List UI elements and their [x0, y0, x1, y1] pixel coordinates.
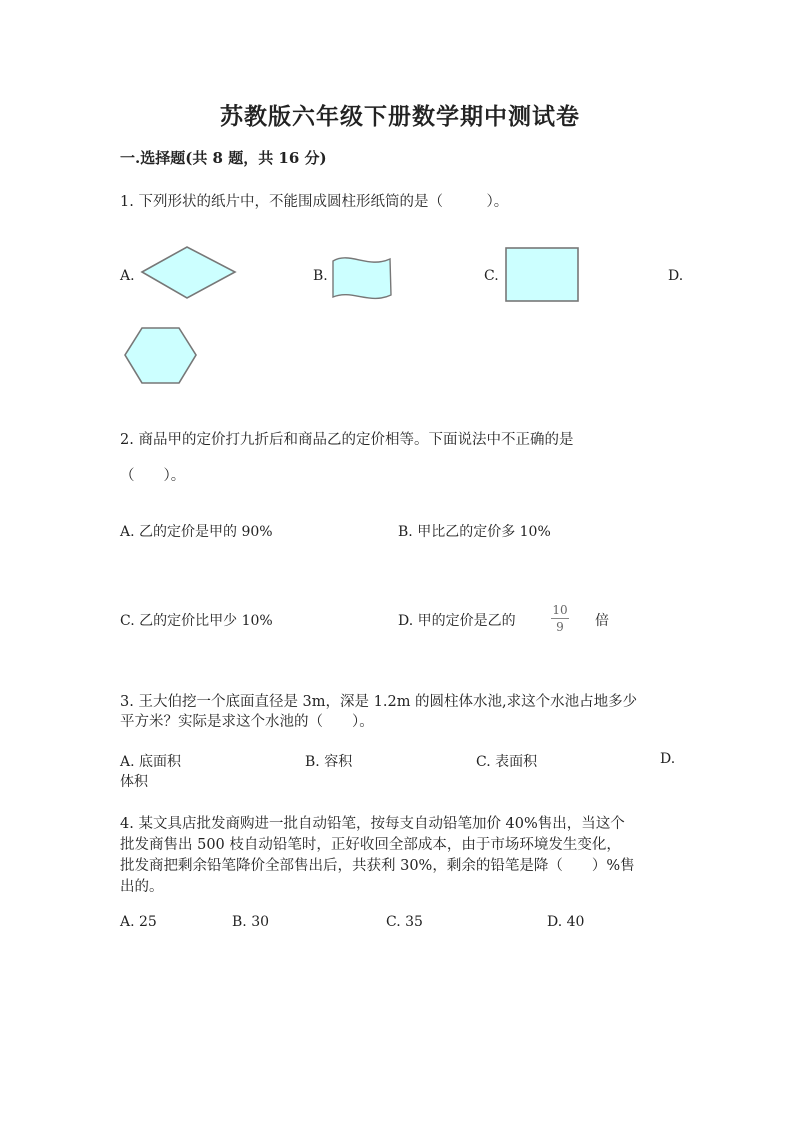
q4-option-b: B. 30	[232, 914, 270, 930]
q3-option-a: A. 底面积	[120, 754, 182, 770]
question-3-text-line1: 3. 王大伯挖一个底面直径是 3m，深是 1.2m 的圆柱体水池,求这个水池占地多少	[120, 694, 638, 710]
q3-option-b: B. 容积	[305, 754, 353, 770]
q2-option-a: A. 乙的定价是甲的 90%	[120, 524, 273, 540]
rectangle-shape	[504, 246, 582, 304]
q2-option-d-suffix: 倍	[595, 613, 609, 629]
question-4-text-line2: 批发商售出 500 枝自动铅笔时，正好收回全部成本，由于市场环境发生变化，	[120, 837, 621, 853]
q2-option-d-prefix: D. 甲的定价是乙的	[398, 613, 516, 629]
q4-option-d: D. 40	[547, 914, 585, 930]
question-1-text: 1. 下列形状的纸片中，不能围成圆柱形纸筒的是（ ）。	[120, 194, 509, 210]
question-4-text-line4: 出的。	[120, 879, 164, 895]
wavy-rectangle-shape	[330, 253, 400, 303]
q1-option-d-label: D.	[668, 268, 684, 284]
question-3-text-line2: 平方米？实际是求这个水池的（ ）。	[120, 714, 374, 730]
q2-option-d-fraction	[551, 603, 569, 634]
q4-option-a: A. 25	[120, 914, 157, 930]
question-4-text-line3: 批发商把剩余铅笔降价全部售出后，共获利 30%，剩余的铅笔是降（ ）%售	[120, 858, 635, 874]
page-title: 苏教版六年级下册数学期中测试卷	[220, 103, 580, 130]
fraction-denominator: 9	[556, 620, 564, 634]
rhombus-shape	[140, 245, 240, 301]
question-2-text-line2: （ ）。	[120, 468, 186, 484]
question-4-text-line1: 4. 某文具店批发商购进一批自动铅笔，按每支自动铅笔加价 40%售出，当这个	[120, 816, 625, 832]
q1-option-b-label: B.	[313, 268, 328, 284]
q2-option-b: B. 甲比乙的定价多 10%	[398, 524, 551, 540]
q1-option-a-label: A.	[120, 268, 135, 284]
hexagon-shape	[123, 326, 203, 388]
fraction-bar	[551, 618, 569, 619]
q4-option-c: C. 35	[386, 914, 423, 930]
q3-option-d-label: D.	[660, 751, 676, 767]
q1-option-c-label: C.	[484, 268, 499, 284]
q2-option-c: C. 乙的定价比甲少 10%	[120, 613, 273, 629]
question-2-text-line1: 2. 商品甲的定价打九折后和商品乙的定价相等。下面说法中不正确的是	[120, 432, 574, 448]
q3-option-d-text: 体积	[120, 774, 148, 790]
section-heading: 一.选择题(共 8 题，共 16 分)	[120, 149, 327, 167]
q3-option-c: C. 表面积	[476, 754, 538, 770]
fraction-numerator: 10	[552, 603, 568, 617]
